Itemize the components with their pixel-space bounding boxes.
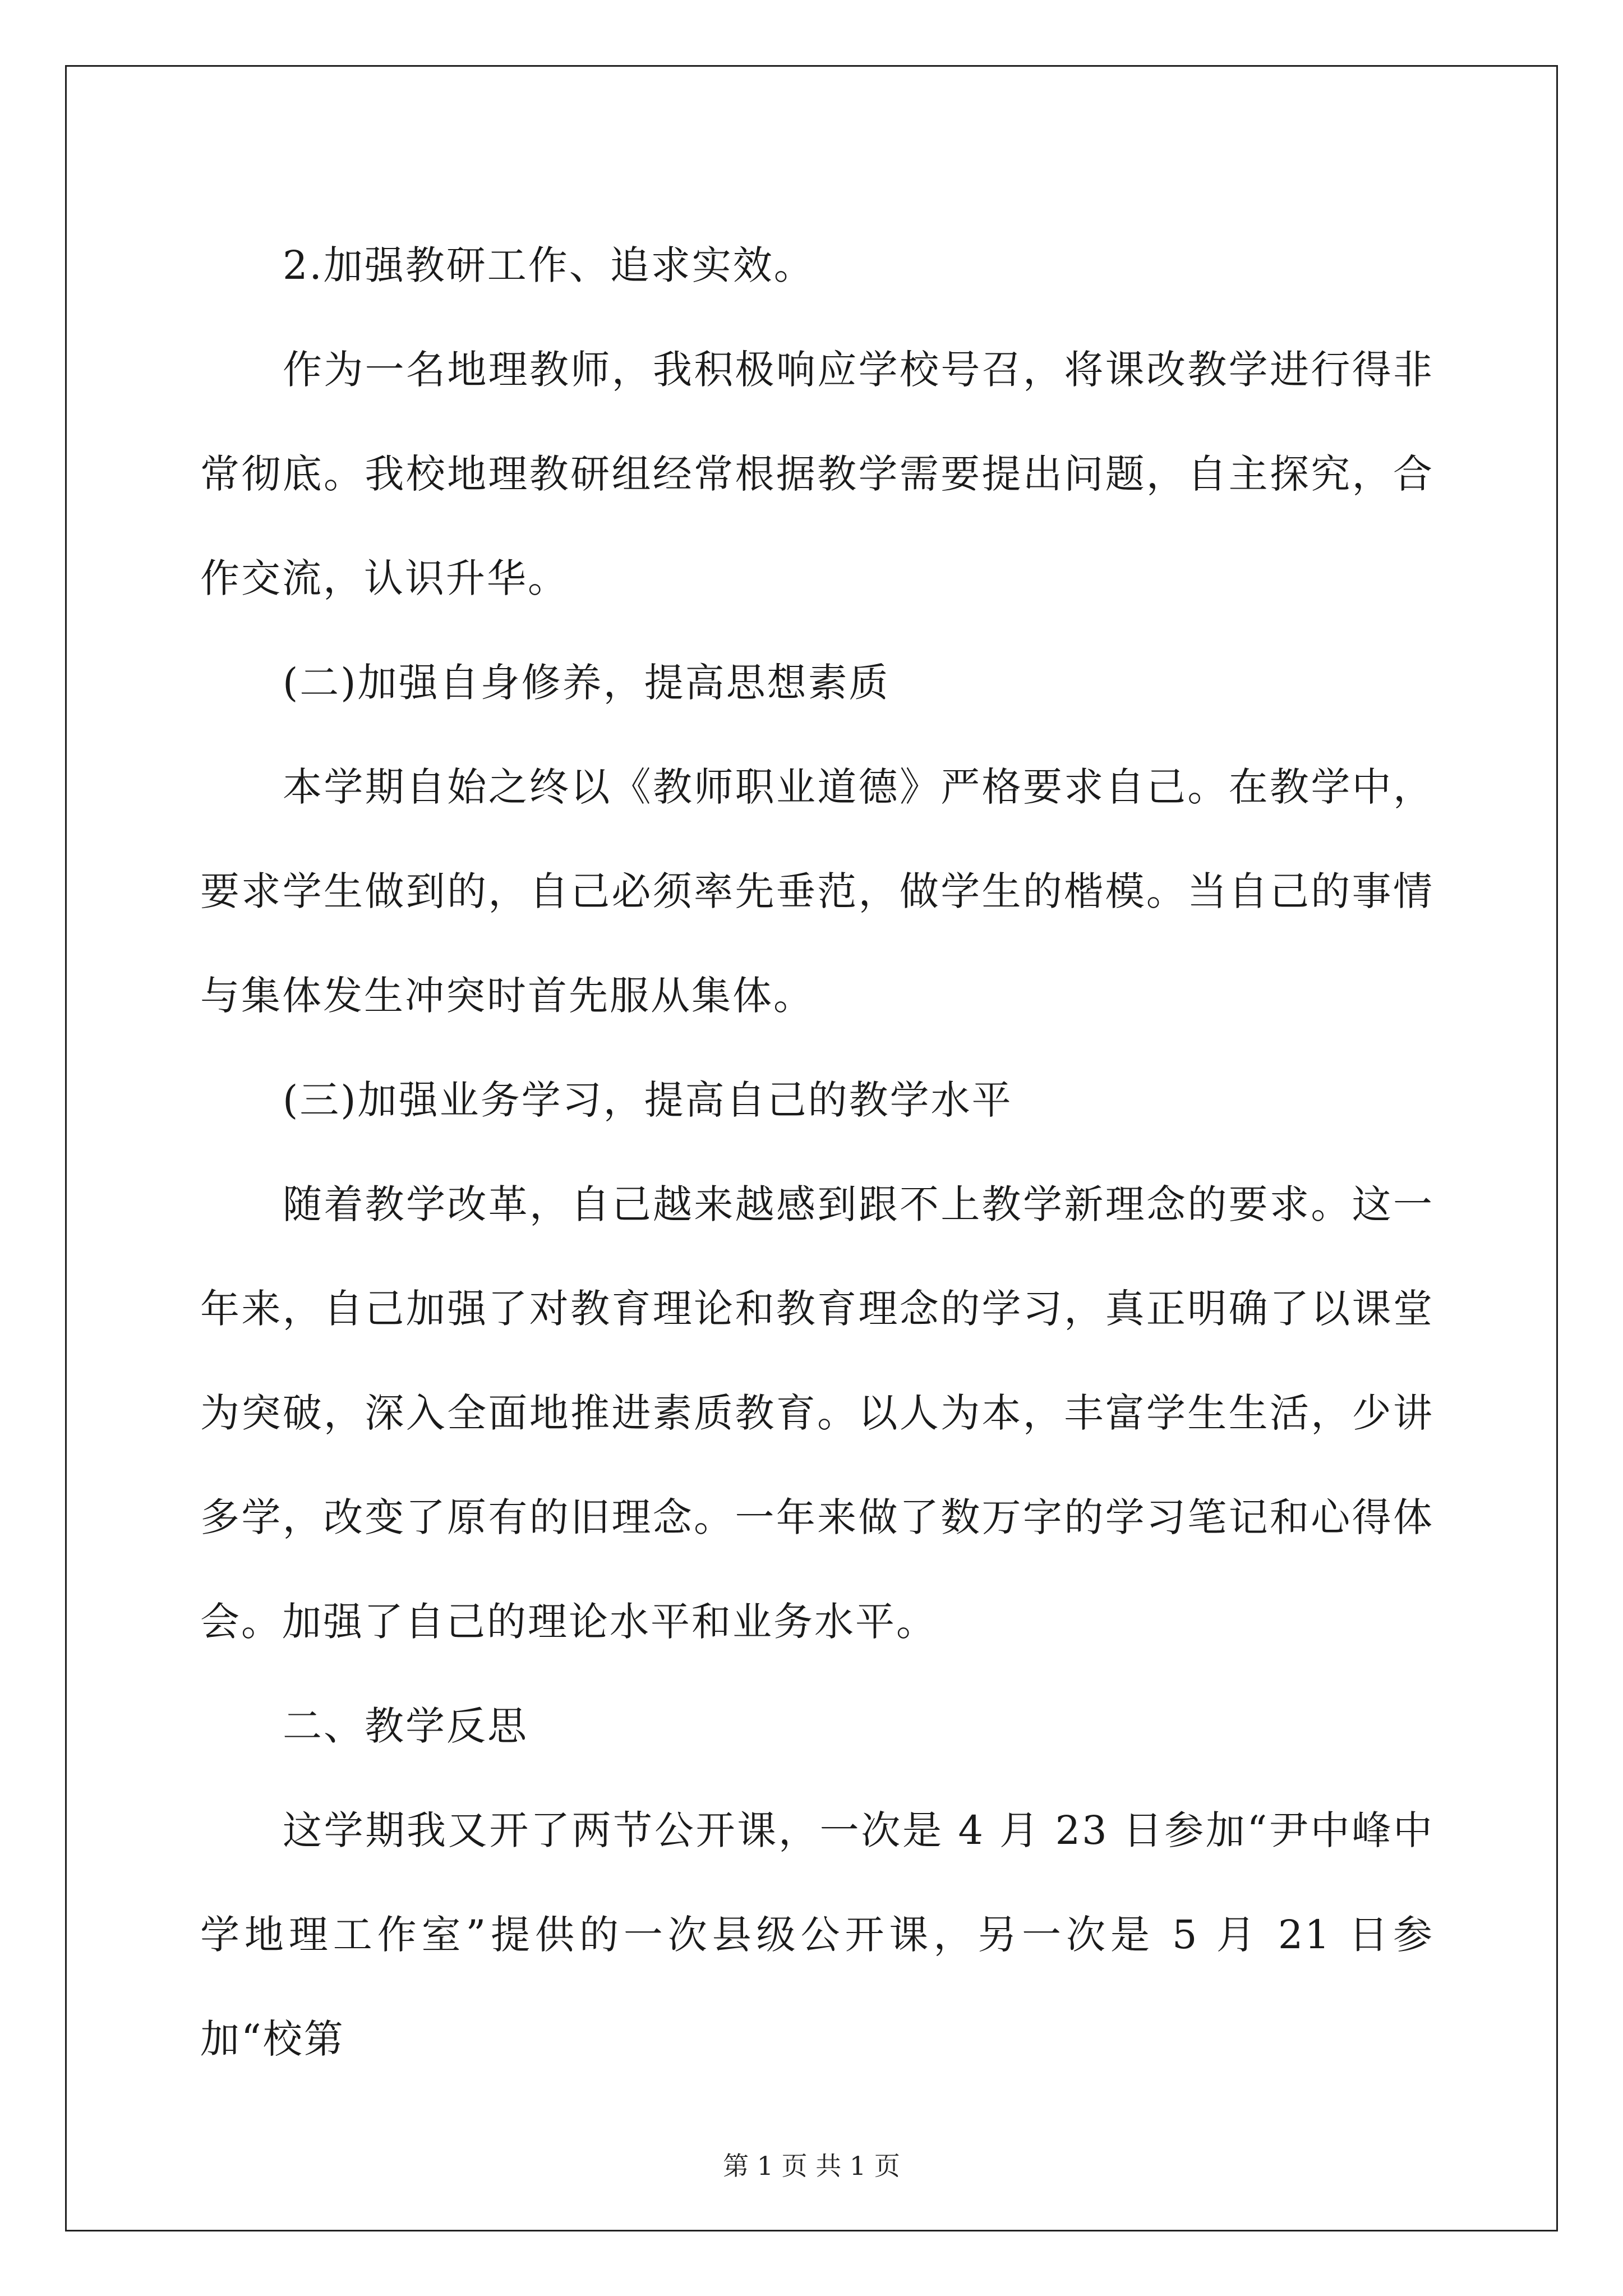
paragraph-heading-self-cultivation: (二)加强自身修养，提高思想素质 <box>283 660 890 706</box>
paragraph-self-cultivation: 本学期自始之终以《教师职业道德》严格要求自己。在教学中，要求学生做到的，自己必须率先垂范，做学生的楷模。当自己的事情与集体发生冲突时首先服从集体。 <box>200 764 1434 1019</box>
paragraph-reflection: 这学期我又开了两节公开课，一次是 4 月 23 日参加“尹中峰中学地理工作室”提供的一次县级公开课，另一次是 5 月 21 日参加“校第 <box>200 1807 1434 2062</box>
paragraph-heading-teaching-research: 2.加强教研工作、追求实效。 <box>283 242 815 288</box>
paragraph-teaching-research: 作为一名地理教师，我积极响应学校号召，将课改教学进行得非常彻底。我校地理教研组经常根据教学需要提出问题，自主探究，合作交流，认识升华。 <box>200 347 1434 601</box>
paragraph-heading-reflection: 二、教学反思 <box>283 1703 528 1749</box>
document-body <box>200 213 1434 2091</box>
paragraph-professional-study: 随着教学改革，自己越来越感到跟不上教学新理念的要求。这一年来，自己加强了对教育理论和教育理念的学习，真正明确了以课堂为突破，深入全面地推进素质教育。以人为本，丰富学生生活，少讲多学，改变了原有的旧理念。一年来做了数万字的学习笔记和心得体会。加强了自己的理论水平和业务水平。 <box>200 1181 1434 1645</box>
page-number: 第 1 页 共 1 页 <box>723 2151 900 2181</box>
paragraph-heading-professional-study: (三)加强业务学习，提高自己的教学水平 <box>283 1077 1013 1123</box>
